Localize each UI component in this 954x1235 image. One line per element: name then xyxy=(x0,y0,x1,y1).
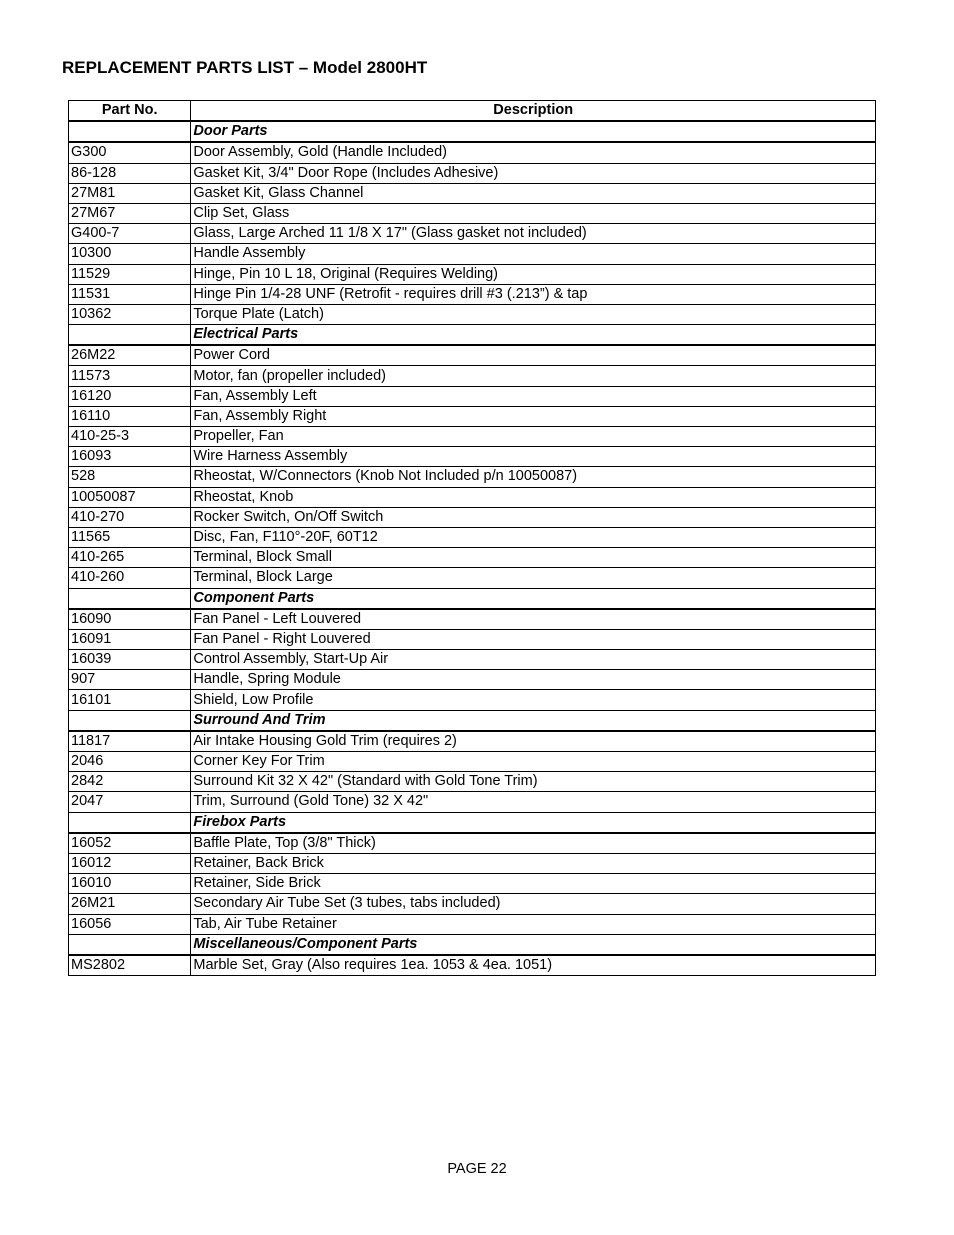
table-row xyxy=(69,609,876,630)
table-row xyxy=(69,183,876,203)
table-row xyxy=(69,690,876,710)
part-number-cell: 16090 xyxy=(69,609,191,630)
part-number-cell: 16010 xyxy=(69,874,191,894)
part-number-cell: 10300 xyxy=(69,244,191,264)
description-cell: Tab, Air Tube Retainer xyxy=(191,914,876,934)
header-description: Description xyxy=(191,101,876,122)
description-cell: Baffle Plate, Top (3/8" Thick) xyxy=(191,833,876,854)
table-row xyxy=(69,914,876,934)
description-cell: Retainer, Back Brick xyxy=(191,853,876,873)
table-row xyxy=(69,467,876,487)
section-header-row xyxy=(69,325,876,346)
table-row xyxy=(69,894,876,914)
description-cell: Control Assembly, Start-Up Air xyxy=(191,650,876,670)
description-cell: Trim, Surround (Gold Tone) 32 X 42" xyxy=(191,792,876,812)
part-number-cell: 2046 xyxy=(69,752,191,772)
table-row xyxy=(69,163,876,183)
part-number-cell: 16093 xyxy=(69,447,191,467)
table-row xyxy=(69,833,876,854)
description-cell: Propeller, Fan xyxy=(191,427,876,447)
part-number-cell: 2842 xyxy=(69,772,191,792)
table-row xyxy=(69,427,876,447)
description-cell: Hinge Pin 1/4-28 UNF (Retrofit - requires drill #3 (.213”) & tap xyxy=(191,284,876,304)
part-number-cell: G300 xyxy=(69,142,191,163)
part-number-cell: 26M22 xyxy=(69,345,191,366)
description-cell: Surround Kit 32 X 42" (Standard with Gold Tone Trim) xyxy=(191,772,876,792)
description-cell: Shield, Low Profile xyxy=(191,690,876,710)
section-part-cell xyxy=(69,588,191,609)
part-number-cell: 410-260 xyxy=(69,568,191,588)
section-title: Miscellaneous/Component Parts xyxy=(191,934,876,955)
table-row xyxy=(69,284,876,304)
part-number-cell: MS2802 xyxy=(69,955,191,976)
table-row xyxy=(69,853,876,873)
part-number-cell: 16052 xyxy=(69,833,191,854)
description-cell: Hinge, Pin 10 L 18, Original (Requires Welding) xyxy=(191,264,876,284)
description-cell: Disc, Fan, F110°-20F, 60T12 xyxy=(191,527,876,547)
table-row xyxy=(69,629,876,649)
part-number-cell: 16110 xyxy=(69,406,191,426)
section-header-row xyxy=(69,710,876,731)
table-row xyxy=(69,366,876,386)
table-row xyxy=(69,203,876,223)
section-part-cell xyxy=(69,934,191,955)
table-row xyxy=(69,568,876,588)
description-cell: Terminal, Block Small xyxy=(191,548,876,568)
table-row xyxy=(69,792,876,812)
description-cell: Rheostat, W/Connectors (Knob Not Included p/n 10050087) xyxy=(191,467,876,487)
table-row xyxy=(69,874,876,894)
description-cell: Fan Panel - Right Louvered xyxy=(191,629,876,649)
description-cell: Terminal, Block Large xyxy=(191,568,876,588)
description-cell: Handle Assembly xyxy=(191,244,876,264)
table-row xyxy=(69,487,876,507)
part-number-cell: 11573 xyxy=(69,366,191,386)
part-number-cell: 16091 xyxy=(69,629,191,649)
part-number-cell: 410-270 xyxy=(69,507,191,527)
description-cell: Rocker Switch, On/Off Switch xyxy=(191,507,876,527)
description-cell: Marble Set, Gray (Also requires 1ea. 1053 & 4ea. 1051) xyxy=(191,955,876,976)
part-number-cell: 16101 xyxy=(69,690,191,710)
part-number-cell: 16012 xyxy=(69,853,191,873)
part-number-cell: 16120 xyxy=(69,386,191,406)
part-number-cell: 27M67 xyxy=(69,203,191,223)
description-cell: Glass, Large Arched 11 1/8 X 17" (Glass gasket not included) xyxy=(191,224,876,244)
description-cell: Clip Set, Glass xyxy=(191,203,876,223)
table-row xyxy=(69,507,876,527)
description-cell: Power Cord xyxy=(191,345,876,366)
section-part-cell xyxy=(69,121,191,142)
table-row xyxy=(69,244,876,264)
table-row xyxy=(69,548,876,568)
section-header-row xyxy=(69,812,876,833)
table-row xyxy=(69,731,876,752)
table-row xyxy=(69,345,876,366)
part-number-cell: 27M81 xyxy=(69,183,191,203)
section-header-row xyxy=(69,121,876,142)
part-number-cell: 16056 xyxy=(69,914,191,934)
table-row xyxy=(69,142,876,163)
description-cell: Handle, Spring Module xyxy=(191,670,876,690)
section-header-row xyxy=(69,588,876,609)
section-header-row xyxy=(69,934,876,955)
table-row xyxy=(69,447,876,467)
description-cell: Fan, Assembly Left xyxy=(191,386,876,406)
part-number-cell: 11817 xyxy=(69,731,191,752)
table-row xyxy=(69,264,876,284)
description-cell: Door Assembly, Gold (Handle Included) xyxy=(191,142,876,163)
part-number-cell: 907 xyxy=(69,670,191,690)
table-row xyxy=(69,670,876,690)
page-title: REPLACEMENT PARTS LIST – Model 2800HT xyxy=(62,58,428,77)
part-number-cell: 86-128 xyxy=(69,163,191,183)
part-number-cell: 11565 xyxy=(69,527,191,547)
part-number-cell: 11529 xyxy=(69,264,191,284)
part-number-cell: 10050087 xyxy=(69,487,191,507)
section-part-cell xyxy=(69,325,191,346)
description-cell: Retainer, Side Brick xyxy=(191,874,876,894)
parts-table-body xyxy=(69,121,876,975)
description-cell: Motor, fan (propeller included) xyxy=(191,366,876,386)
table-row xyxy=(69,406,876,426)
description-cell: Rheostat, Knob xyxy=(191,487,876,507)
part-number-cell: 10362 xyxy=(69,304,191,324)
section-title: Firebox Parts xyxy=(191,812,876,833)
description-cell: Fan Panel - Left Louvered xyxy=(191,609,876,630)
part-number-cell: 410-25-3 xyxy=(69,427,191,447)
description-cell: Secondary Air Tube Set (3 tubes, tabs included) xyxy=(191,894,876,914)
part-number-cell: 528 xyxy=(69,467,191,487)
section-title: Component Parts xyxy=(191,588,876,609)
description-cell: Corner Key For Trim xyxy=(191,752,876,772)
description-cell: Fan, Assembly Right xyxy=(191,406,876,426)
description-cell: Gasket Kit, 3/4" Door Rope (Includes Adhesive) xyxy=(191,163,876,183)
table-row xyxy=(69,772,876,792)
part-number-cell: 26M21 xyxy=(69,894,191,914)
table-row xyxy=(69,386,876,406)
table-header-row xyxy=(69,101,876,122)
section-title: Electrical Parts xyxy=(191,325,876,346)
table-row xyxy=(69,650,876,670)
section-title: Surround And Trim xyxy=(191,710,876,731)
description-cell: Air Intake Housing Gold Trim (requires 2) xyxy=(191,731,876,752)
header-part-no: Part No. xyxy=(69,101,191,122)
page-number: PAGE 22 xyxy=(447,1161,507,1177)
table-row xyxy=(69,304,876,324)
section-title: Door Parts xyxy=(191,121,876,142)
table-row xyxy=(69,224,876,244)
description-cell: Torque Plate (Latch) xyxy=(191,304,876,324)
parts-table xyxy=(68,100,876,976)
part-number-cell: 410-265 xyxy=(69,548,191,568)
description-cell: Gasket Kit, Glass Channel xyxy=(191,183,876,203)
description-cell: Wire Harness Assembly xyxy=(191,447,876,467)
table-row xyxy=(69,955,876,976)
part-number-cell: 11531 xyxy=(69,284,191,304)
table-row xyxy=(69,752,876,772)
section-part-cell xyxy=(69,710,191,731)
section-part-cell xyxy=(69,812,191,833)
part-number-cell: G400-7 xyxy=(69,224,191,244)
part-number-cell: 2047 xyxy=(69,792,191,812)
part-number-cell: 16039 xyxy=(69,650,191,670)
table-row xyxy=(69,527,876,547)
